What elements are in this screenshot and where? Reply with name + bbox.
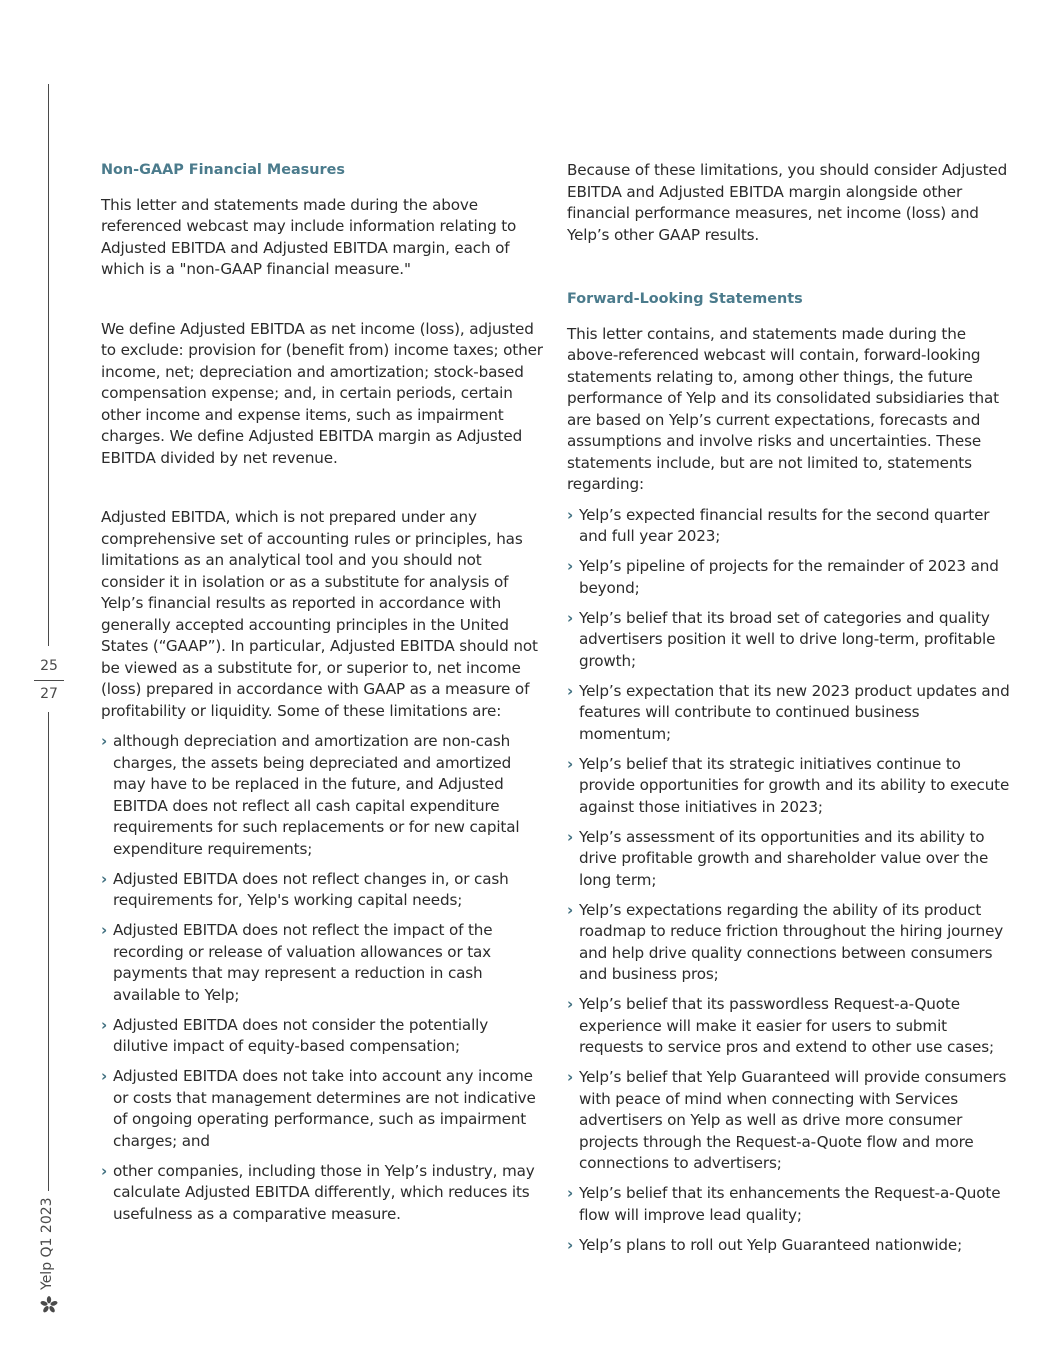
page-number-current: 25: [40, 658, 58, 674]
list-item-text: Yelp’s belief that its passwordless Request-a-Quote experience will make it easier for users to submit requests to service pros and extend to other use cases;: [579, 995, 994, 1056]
chevron-right-icon: ›: [101, 1161, 108, 1180]
list-item-text: Yelp’s expectations regarding the ability of its product roadmap to reduce friction throughout the hiring journey and help drive quality connections between consumers and business pros;: [579, 900, 1004, 983]
forward-looking-intro-paragraph: This letter contains, and statements made during the above-referenced webcast will contain, forward-looking statements relating to, among other things, the future performance of Yelp and its consolidated subsidiaries that are based on Yelp’s current expectations, forecasts and assumptions and involve risks and uncertainties. These statements include, but are not limited to, statements regarding:: [567, 324, 999, 493]
list-item: [567, 681, 1013, 746]
list-item-text: Adjusted EBITDA does not reflect the impact of the recording or release of valuation allowances or tax payments that may represent a reduction in cash available to Yelp;: [113, 921, 493, 1004]
list-item: [567, 827, 1013, 892]
brand-label: Yelp Q1 2023: [39, 1197, 55, 1290]
chevron-right-icon: ›: [567, 681, 574, 700]
forward-looking-heading: Forward-Looking Statements: [567, 291, 803, 307]
chevron-right-icon: ›: [567, 608, 574, 627]
chevron-right-icon: ›: [567, 900, 574, 919]
list-item: [101, 1066, 543, 1152]
yelp-burst-icon: [40, 1296, 58, 1314]
left-column: [101, 160, 543, 1234]
adjusted-ebitda-definition-paragraph: We define Adjusted EBITDA as net income (loss), adjusted to exclude: provision for (benefit from) income taxes; other income, net; depreciation and amortization; stock-based compensation expense; and, in certain periods, certain other income and expense items, such as impairment charges. We define Adjusted EBITDA margin as Adjusted EBITDA divided by net revenue.: [101, 319, 543, 467]
list-item-text: Yelp’s belief that its broad set of categories and quality advertisers position it well to drive long-term, profitable growth;: [579, 608, 996, 670]
chevron-right-icon: ›: [567, 1068, 574, 1086]
list-item-text: Adjusted EBITDA does not reflect changes in, or cash requirements for, Yelp's working capital needs;: [113, 869, 509, 909]
chevron-right-icon: ›: [101, 1015, 108, 1034]
list-item: [567, 505, 1013, 548]
list-item: [567, 556, 1013, 599]
list-item-text: Adjusted EBITDA does not take into account any income or costs that management determines are not indicative of ongoing operating performance, such as impairment charges; and: [113, 1067, 536, 1150]
list-item-text: other companies, including those in Yelp’s industry, may calculate Adjusted EBITDA differently, which reduces its usefulness as a comparative measure.: [113, 1161, 535, 1223]
chevron-right-icon: ›: [567, 1235, 574, 1254]
list-item: [101, 1015, 543, 1058]
list-item-text: Yelp’s pipeline of projects for the remainder of 2023 and beyond;: [579, 557, 999, 597]
non-gaap-intro-paragraph: This letter and statements made during the above referenced webcast may include information relating to Adjusted EBITDA and Adjusted EBITDA margin, each of which is a "non-GAAP financial measure.": [101, 195, 517, 278]
list-item: [567, 608, 1013, 673]
chevron-right-icon: ›: [567, 827, 574, 846]
list-item-text: Yelp’s belief that Yelp Guaranteed will provide consumers with peace of mind when connecting with Services advertisers on Yelp as well as drive more consumer projects through the Request-a-Quote flow and more connections to advertisers;: [579, 1068, 1007, 1172]
chevron-right-icon: ›: [101, 732, 108, 750]
limitations-conclusion-paragraph: Because of these limitations, you should consider Adjusted EBITDA and Adjusted EBITDA margin alongside other financial performance measures, net income (loss) and Yelp’s other GAAP results.: [567, 161, 1008, 244]
chevron-right-icon: ›: [567, 995, 574, 1013]
list-item-text: Yelp’s expectation that its new 2023 product updates and features will contribute to continued business momentum;: [579, 681, 1010, 743]
chevron-right-icon: ›: [567, 754, 574, 773]
list-item: [567, 754, 1013, 819]
chevron-right-icon: ›: [101, 921, 108, 939]
list-item: [567, 1183, 1013, 1226]
list-item-text: Yelp’s plans to roll out Yelp Guaranteed nationwide;: [579, 1235, 963, 1254]
right-column: [567, 160, 1013, 1265]
list-item: [567, 994, 1013, 1059]
list-item: [101, 920, 543, 1006]
chevron-right-icon: ›: [567, 1184, 574, 1202]
list-item: [101, 1161, 543, 1226]
chevron-right-icon: ›: [101, 1067, 108, 1085]
chevron-right-icon: ›: [567, 557, 574, 575]
page-number-divider: [34, 680, 64, 681]
limitations-list: [101, 731, 543, 1225]
list-item: [567, 1235, 1013, 1257]
chevron-right-icon: ›: [101, 869, 108, 888]
list-item-text: Yelp’s belief that its strategic initiatives continue to provide opportunities for growth and its ability to execute against those initiatives in 2023;: [579, 754, 1010, 816]
chevron-right-icon: ›: [567, 505, 574, 524]
list-item: [567, 1067, 1013, 1175]
forward-looking-list: [567, 505, 1013, 1257]
list-item-text: Yelp’s belief that its enhancements the Request-a-Quote flow will improve lead quality;: [579, 1184, 1001, 1224]
list-item-text: Adjusted EBITDA does not consider the potentially dilutive impact of equity-based compensation;: [113, 1015, 489, 1055]
list-item-text: although depreciation and amortization are non-cash charges, the assets being depreciated and amortized may have to be replaced in the future, and Adjusted EBITDA does not reflect all cash capital expenditure requirements for such replacements or for new capital expenditure requirements;: [113, 732, 520, 858]
limitations-paragraph: Adjusted EBITDA, which is not prepared under any comprehensive set of accounting rules or principles, has limitations as an analytical tool and you should not consider it in isolation or as a substitute for analysis of Yelp’s financial results as reported in accordance with generally accepted accounting principles in the United States (“GAAP”). In particular, Adjusted EBITDA should not be viewed as a substitute for, or superior to, net income (loss) prepared in accordance with GAAP as a measure of profitability or liquidity. Some of these limitations are:: [101, 508, 538, 720]
page-number-total: 27: [40, 686, 58, 702]
list-item: [567, 900, 1013, 986]
list-item: [101, 731, 543, 860]
list-item-text: Yelp’s expected financial results for the second quarter and full year 2023;: [579, 505, 990, 545]
list-item: [101, 869, 543, 912]
list-item-text: Yelp’s assessment of its opportunities and its ability to drive profitable growth and shareholder value over the long term;: [579, 827, 989, 889]
sidebar-rule-top: [48, 84, 49, 646]
non-gaap-heading: Non-GAAP Financial Measures: [101, 162, 345, 178]
sidebar-rule-bottom: [48, 712, 49, 1191]
